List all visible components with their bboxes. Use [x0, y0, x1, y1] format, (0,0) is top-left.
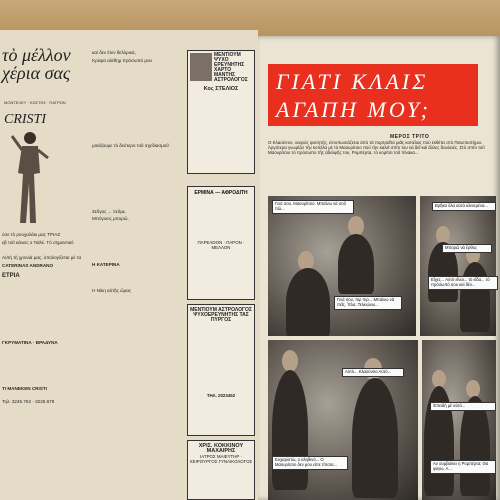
caption-7: Ἐπειδὴ μὲ αὐτὸ...	[430, 402, 496, 411]
psycho-phone: ΤΗΛ. 2023452	[206, 393, 236, 398]
col2-line: Ζεῦγος ... Ξεῦμε.	[92, 208, 127, 214]
story-title-banner	[268, 64, 478, 126]
astrologer-ad	[187, 50, 255, 174]
caption-6: Αὐτὸ... Κλαούντιο Αὐτό...	[342, 368, 404, 377]
story-title: ΓΙΑΤΙ ΚΛΑΙΣ ΑΓΑΠΗ ΜΟΥ;	[276, 69, 432, 122]
col1-line: CATERINAS ANDRANO	[2, 262, 54, 268]
col2-line: καὶ δεν ἔτεν θελλρικά,	[92, 50, 136, 55]
photo-2	[420, 196, 496, 336]
astrologer-name: Κος ΣΤΕΛΙΟΣ	[203, 86, 239, 92]
ermina-line: ΠΑΡΕΛΘΟΝ · ΠΑΡΟΝ · ΜΕΛΛΟΝ	[197, 240, 245, 250]
caption-5: Εἶχες... Αὐτὸ εἶναι... τὸ εἶδα... τὸ πρόσωπό σου καὶ δὲν...	[428, 276, 498, 290]
chris-title: ΧΡΙΣ. ΚΟΚΚΙΝΟΥ ΜΑΧΑΙΡΗΣ	[198, 443, 244, 454]
caption-3: Μπορῶ νὰ ἔρθω;	[442, 244, 492, 253]
chris-subtitle: ΙΑΤΡΟΣ ΜΑΙΕΥΤΗΡ · ΧΕΙΡΟΥΡΓΟΣ ΓΥΝΑΙΚΟΛΟΓΟΣ	[189, 454, 253, 464]
psycho-title: ΜΕΝΤΙΟΥΜ ΑΣΤΡΟΛΟΓΟΣ ΨΥΧΟΕΡΕΥΝΗΤΗΣ ΤΑΣ ΠΥΡΓΟΣ	[190, 307, 252, 323]
headline-line-2: χέρια σας	[2, 63, 71, 83]
col1-line: ύσε τὸ ρουχαλάκι μας ΤΡΙΑΖ	[2, 232, 61, 237]
caption-9: Αν συμβαίνει η Ρομπέρτα; Θα φύγω, Α...	[430, 460, 496, 474]
story-intro: Ο Κλαούντιο, νεαρός φοιτητής, ἐντυπωσιάζεται ἀπὸ τὰ πορτραῖτα μιᾶς κοπέλας ποὺ ἐκθέτει στὸ Πανεπιστήμιο. Ἀργότερα γνωρίζει τὴν κοπέλα μὲ τὸ Μαουρίτσιο ποὺ τὴν καλεῖ σπίτι του νὰ δεῖ καὶ ἄλλες δουλειές. Στὸ σπίτι τοῦ Μαουρίτσιο τὸ πρόσωπο τῆς ἀδελφῆς του, Ρομπέρτα, τὸ κορίτσι τοῦ πίνακα...	[268, 140, 485, 156]
chris-ad	[187, 440, 255, 500]
ermina-title: ΕΡΜΙΝΑ — ΑΦΡΟΔΙΤΗ	[194, 190, 248, 196]
portrait-photo	[190, 53, 212, 81]
col1-line: Τηλ. 3245.762 · 3226.678	[2, 399, 55, 405]
caption-2: Βρῆκα ὅλα αὐτὰ κλεισμένα...	[432, 202, 496, 211]
col2-line: Κρύφα αἰσθημ πρόσωπό μου	[92, 57, 153, 63]
col2-line: Η ΚΑΤΕΡΙΝΑ	[92, 261, 120, 267]
caption-8: Ευχαριστώ, ο αληθινό... Ο Μαουρίτσιο δεν μου είπε τίποτα...	[272, 456, 348, 470]
left-column-1	[2, 232, 88, 494]
headline-line-1: τὸ μέλλον	[2, 45, 71, 65]
psychoerevnitis-ad	[187, 304, 255, 436]
col1-line: εβ τοῦ κάνεις ο Ταϊλέ. Τὸ σημαντικό	[2, 239, 74, 245]
model-figure	[10, 128, 50, 228]
photo-3	[268, 340, 418, 500]
col1-line: Αὐτὴ τὴ χρονιὰ μας, ὑπολογίζεται μὲ τα	[2, 255, 82, 261]
left-headline	[2, 46, 80, 82]
col1-line: ΓΚΡΥΜΑΤΙΝΑ · ΒΡΑΔΥΝΑ	[2, 339, 58, 345]
left-byline: ΜΟΝΤΕΛΕΥ · ΚΩΣΤΗΣ · ΠΑΤΡΩΝ	[4, 100, 66, 105]
col2-line: μοιάζουμε τὸ δεύτερο τοῦ σχεδιασμοῦ	[92, 143, 169, 149]
astrologer-title: ΜΕΝΤΙΟΥΜ ΨΥΧΟ ΕΡΕΥΝΗΤΗΣ ΧΑΡΤΟ ΜΑΝΤΗΣ ΑΣΤΡΟΛΟΓΟΣ	[214, 52, 248, 83]
brand-logo: CRISTI	[4, 112, 46, 127]
photo-1	[268, 196, 416, 336]
caption-4: Γειά σου, πιρ πιρ... Μπαίνω νὰ πεῖς, Ἔλα. Τελειώνω...	[334, 296, 402, 310]
col2-line: Η Νίκη αὐτῆς ὥρας	[92, 287, 132, 293]
photo-4	[422, 340, 496, 500]
part-label: ΜΕΡΟΣ ΤΡΙΤΟ	[390, 134, 430, 140]
col1-line: ΤΙ ΜΑΝΕΚΕΝ CRISTI	[2, 385, 47, 391]
col1-line: ΕΤΡΙΑ	[2, 273, 20, 280]
caption-1: Γειά σου, Μαουρίτσιο. Μπαίνω νὰ σοῦ πῶ...	[272, 200, 354, 214]
left-column-2	[92, 50, 182, 490]
col2-line: Μπόγοεις μπορῶ.	[92, 216, 129, 222]
ermina-ad	[187, 186, 255, 300]
